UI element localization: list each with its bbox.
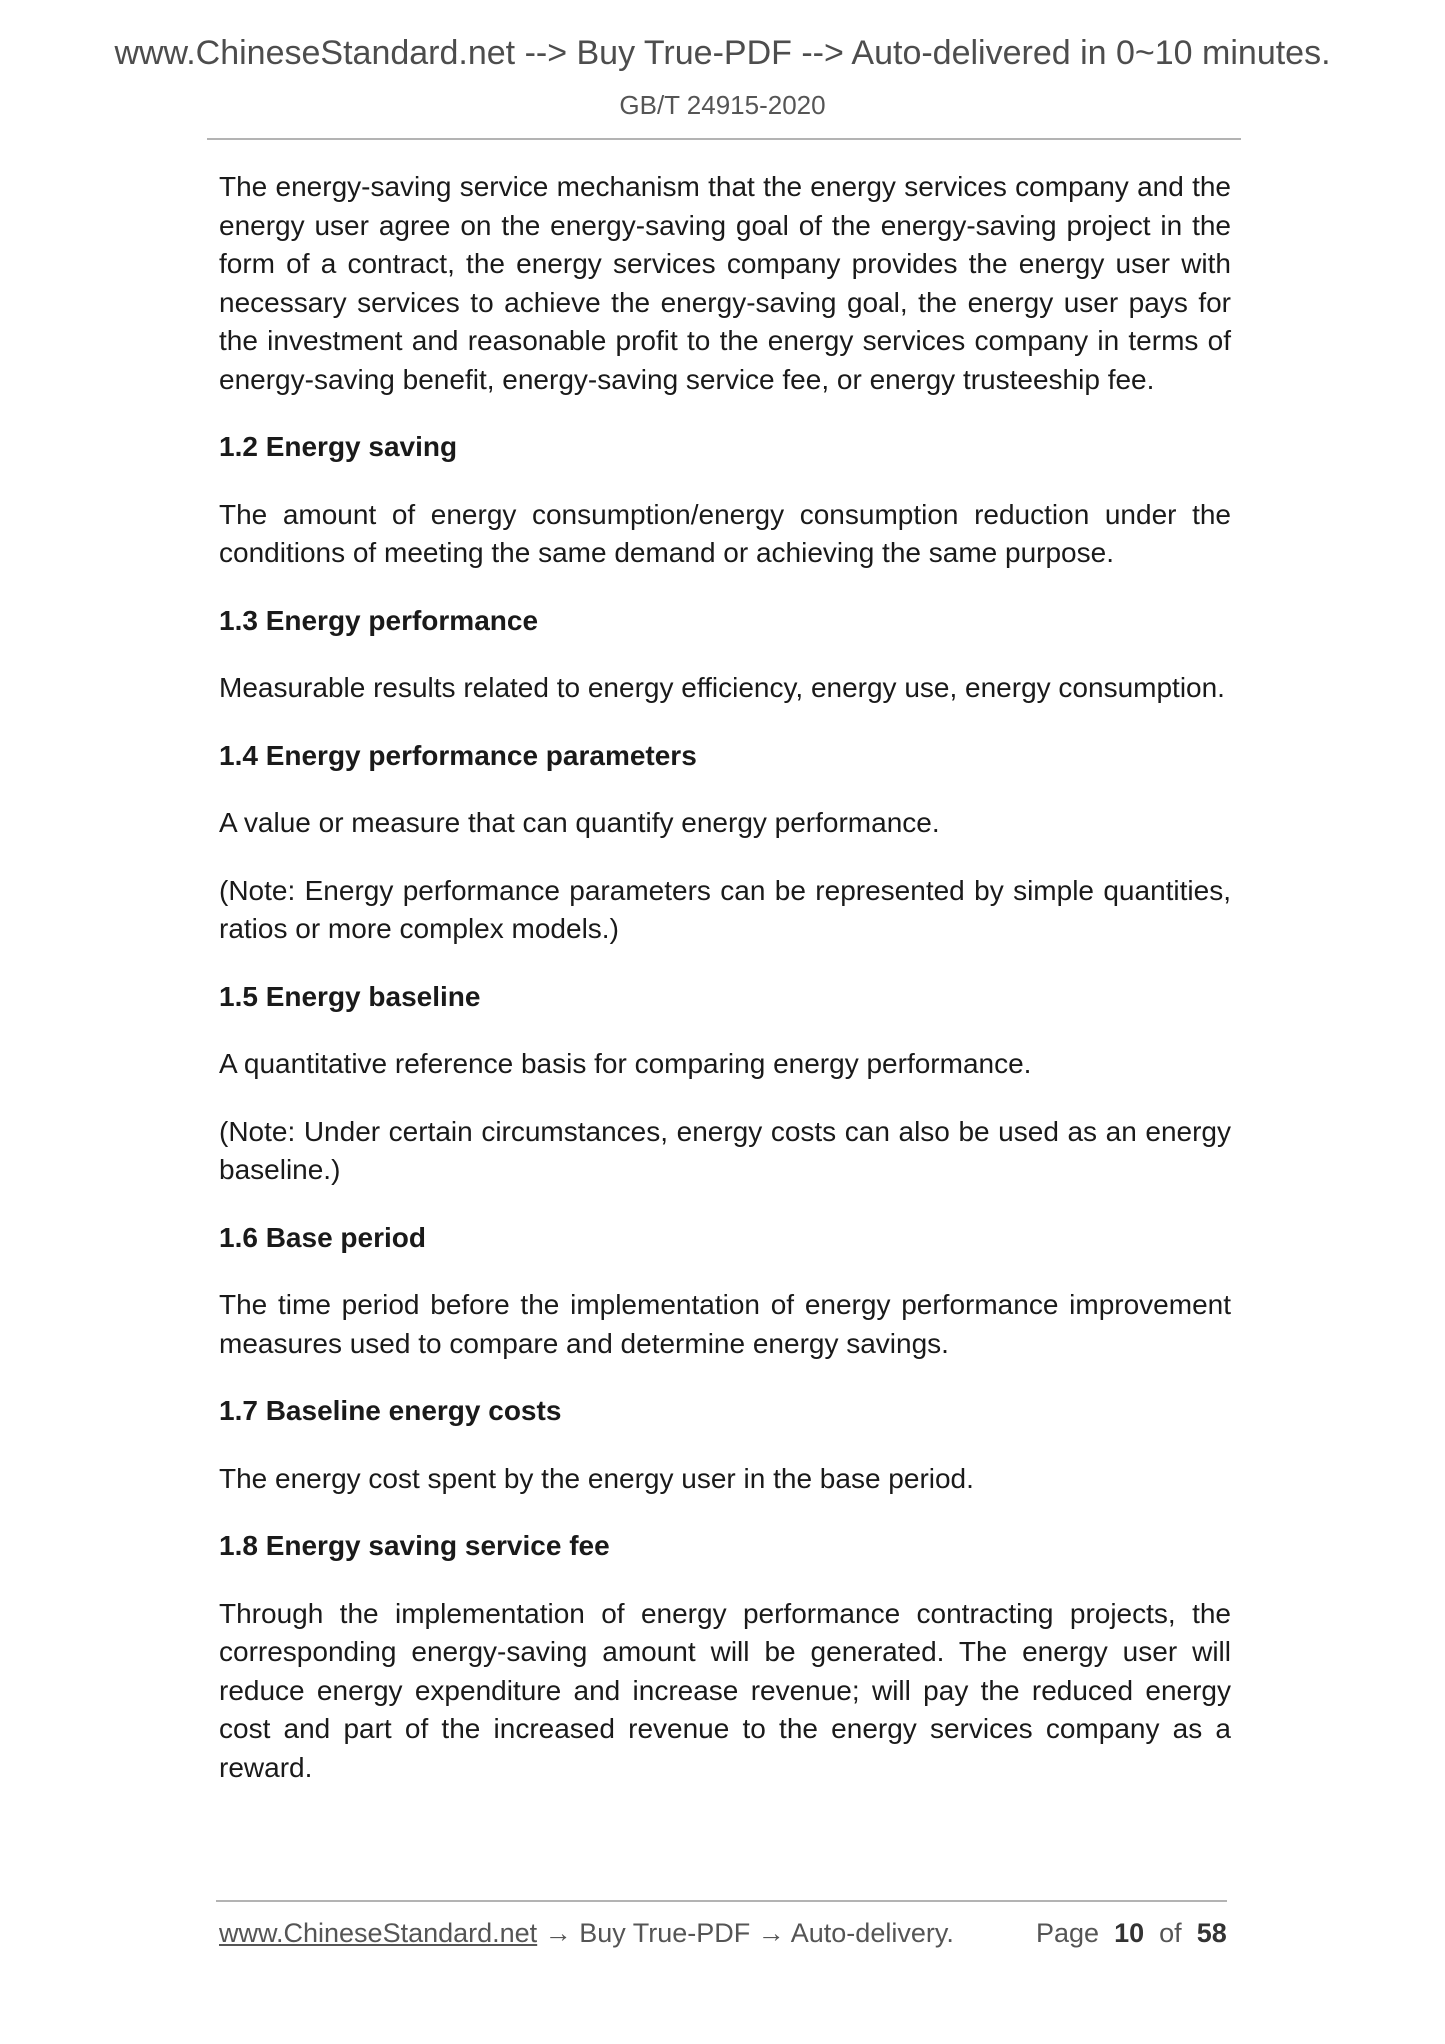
footer-promo	[219, 1918, 954, 1949]
section-text: Through the implementation of energy performance contracting projects, the corresponding energy-saving amount will be generated. The energy user will reduce energy expenditure and increase revenue; will pay the reduced energy cost and part of the increased revenue to the energy services company as a reward.	[219, 1597, 1231, 1783]
section-text: The energy cost spent by the energy user in the base period.	[219, 1462, 974, 1494]
section-heading: 1.7 Baseline energy costs	[219, 1395, 562, 1426]
section-heading: 1.4 Energy performance parameters	[219, 739, 697, 771]
section-text: A quantitative reference basis for comparing energy performance.	[219, 1048, 1032, 1079]
section-text: A value or measure that can quantify energy performance.	[219, 807, 940, 838]
footer-buy-text: Buy True-PDF	[579, 1918, 751, 1948]
page-current: 10	[1114, 1918, 1145, 1948]
page-indicator	[1036, 1918, 1227, 1949]
section-heading: 1.5 Energy baseline	[219, 980, 481, 1012]
section-heading: 1.3 Energy performance	[219, 604, 539, 636]
arrow-icon: →	[537, 1918, 580, 1948]
intro-paragraph: The energy-saving service mechanism that the energy services company and the energy user agree on the energy-saving goal of the energy-saving project in the form of a contract, the energy services company provides the energy user with necessary services to achieve the energy-saving goal, the energy user pays for the investment and reasonable profit to the energy services company in terms of energy-saving benefit, energy-saving service fee, or energy trusteeship fee.	[219, 171, 1231, 395]
section-heading: 1.6 Base period	[219, 1221, 426, 1253]
footer-link[interactable]: www.ChineseStandard.net	[219, 1918, 538, 1948]
section-heading: 1.8 Energy saving service fee	[219, 1530, 610, 1561]
section-text: Measurable results related to energy efficiency, energy use, energy consumption.	[219, 672, 1225, 703]
section-text: The time period before the implementation of energy performance improvement measures used to compare and determine energy savings.	[219, 1289, 1231, 1359]
section-text: The amount of energy consumption/energy consumption reduction under the conditions of meeting the same demand or achieving the same purpose.	[219, 498, 1231, 568]
header-banner: www.ChineseStandard.net --> Buy True-PDF --> Auto-delivered in 0~10 minutes.	[114, 34, 1331, 72]
footer-divider	[216, 1900, 1227, 1902]
page-label: Page	[1036, 1918, 1100, 1948]
arrow-icon: →	[750, 1918, 791, 1948]
page-total: 58	[1196, 1918, 1227, 1948]
section-heading: 1.2 Energy saving	[219, 431, 458, 462]
section-note: (Note: Energy performance parameters can be represented by simple quantities, ratios or more complex models.)	[219, 874, 1231, 944]
footer-delivery-text: Auto-delivery.	[790, 1918, 954, 1948]
document-body	[219, 168, 1231, 1816]
header-divider	[207, 138, 1241, 140]
of-label: of	[1159, 1918, 1182, 1948]
standard-number: GB/T 24915-2020	[619, 90, 826, 120]
section-note: (Note: Under certain circumstances, energy costs can also be used as an energy baseline.)	[219, 1115, 1231, 1185]
